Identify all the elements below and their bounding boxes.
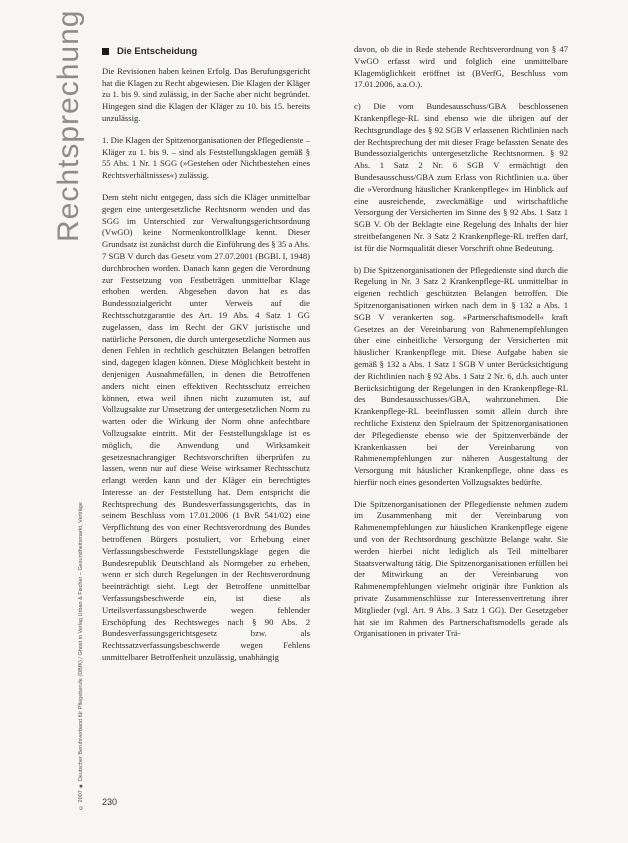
paragraph: b) Die Spitzenorganisationen der Pflegedienste sind durch die Regelung in Nr. 3 Satz 2 Krankenpflege-RL unmittelbar in eigenen rechtlich geschützten Belangen betroffen. Die Spitzenorganisationen wirken nach dem in § 132 a Abs. 1 SGB V verankerten sog. »Partnerschaftsmodell« kraft Gesetzes an der Vereinbarung von Rahmenempfehlungen über eine einheitliche Versorgung der Versicherten mit häuslicher Krankenpflege mit. Diese Aufgabe haben sie gemäß § 132 a Abs. 1 Satz 1 SGB V unter Berücksichtigung der Richtlinien nach § 92 Abs. 1 Satz 2 Nr. 6, d.h. auch unter Berücksichtigung der Regelungen in den Krankenpflege-RL des Bundesausschusses/GBA, wahrzunehmen. Die Krankenpflege-RL beeinflussen somit allein durch ihre rechtliche Existenz den Spielraum der Spitzenorganisationen der Pflegedienste ebenso wie der Spitzenverbände der Krankenkassen bei der Vereinbarung von Rahmenempfehlungen zur näheren Ausgestaltung der Versorgung mit häuslicher Krankenpflege, ohne dass es hierfür noch eines gesonderten Vollzugsaktes bedürfte. — [354, 264, 568, 487]
paragraph: Dem steht nicht entgegen, dass sich die Kläger unmittelbar gegen eine untergesetzliche Rechtsnorm wenden und das SGG im Unterschied zur Verwaltungsgerichtsordnung (VwGO) keine Normenkontrollklage kennt. Dieser Grundsatz ist zunächst durch die Einführung des § 35 a Abs. 7 SGB V durch das Gesetz vom 27.07.2001 (BGBl. I, 1948) durchbrochen worden. Danach kann gegen die Verordnung zur Festsetzung von Festbeträgen unmittelbar Klage erhoben werden. Abgesehen davon hat es das Bundessozialgericht unter Verweis auf die Rechtsschutzgarantie des Art. 19 Abs. 4 Satz 1 GG zugelassen, dass im Recht der GKV juristische und natürliche Personen, die durch untergesetzliche Normen aus denen Fehlen in rechtlich geschützten Belangen betroffen sind, dagegen klagen können. Diese Möglichkeit besteht in denjenigen Ausnahmefällen, in denen die Betroffenen anders nicht einen effektiven Rechtsschutz erreichen können, etwa weil ihnen nicht zuzumuten ist, auf Vollzugsakte zur Umsetzung der untergesetzlichen Norm zu warten oder die Wirkung der Norm ohne anfechtbare Vollzugsakte eintritt. Mit der Feststellungsklage ist es möglich, die Anwendung und Wirksamkeit gesetzesnachrangiger Rechtsvorschriften überprüfen zu lassen, wenn nur auf diese Weise wirksamer Rechtsschutz erlangt werden kann und der Kläger ein berechtigtes Interesse an der Feststellung hat. Dem entspricht die Rechtsprechung des Bundesverfassungsgerichts, das in seinem Beschluss vom 17.01.2006 (1 BvR 541/02) eine Verpflichtung des von einer Rechtsverordnung des Bundes betroffenen Bürgers postuliert, vor Erhebung einer Verfassungsbeschwerde Feststellungsklage gegen die Bundesrepublik Deutschland als Normgeber zu erheben, wenn er sich durch Regelungen in der Rechtsverordnung beeinträchtigt sieht. Legt der Betroffene unmittelbar Verfassungsbeschwerde ein, ist diese als Urteilsverfassungsbeschwerde wegen fehlender Erschöpfung des Rechtsweges nach § 90 Abs. 2 Bundesverfassungsgerichtsgesetz bzw. als Rechtssatzverfassungsbeschwerde wegen Fehlens unmittelbarer Betroffenheit unzulässig, unabhängig — [102, 191, 310, 663]
paragraph: 1. Die Klagen der Spitzenorganisationen der Pflegedienste – Kläger zu 1. bis 9. – sind als Feststellungsklagen gemäß § 55 Abs. 1 Nr. 1 SGG (»Gestehen oder Nichtbestehen eines Rechtsverhältnisses«) zulässig. — [102, 134, 310, 181]
section-heading-text: Die Entscheidung — [117, 46, 198, 57]
copyright-credit-vertical: © 2007 ■ Deutscher Berufsverband für Pflegeberufe (DBfK) / Ghost in Verlag Urban & Fischer – Gesundheitsmarkt, Verträge — [78, 502, 84, 810]
left-column — [102, 46, 310, 674]
section-heading — [102, 46, 310, 58]
right-column — [354, 44, 568, 650]
page-number: 230 — [102, 797, 118, 807]
paragraph: Die Revisionen haben keinen Erfolg. Das Berufungsgericht hat die Klagen zu Recht abgewiesen. Die Klagen der Kläger zu 1. bis 9. sind zulässig, in der Sache aber nicht begründet. Hingegen sind die Klagen der Kläger zu 10. bis 15. bereits unzulässig. — [102, 65, 310, 123]
paragraph: Die Spitzenorganisationen der Pflegedienste nehmen zudem im Zusammenhang mit der Vereinbarung von Rahmenempfehlungen zur häuslichen Krankenpflege eigene und von der Rechtsordnung geschützte Belange wahr. Sie werden hierbei nicht lediglich als Teil mittelbarer Staatsverwaltung tätig. Die Spitzenorganisationen erfüllen bei der Mitwirkung an der Vereinbarung von Rahmenempfehlungen vielmehr originär ihre Funktion als private Zusammenschlüsse zur Interessenvertretung ihrer Mitglieder (vgl. Art. 9 Abs. 3 Satz 1 GG). Der Gesetzgeber hat sie im Rahmen des Partnerschaftsmodells gerade als Organisationen in privater Trä- — [354, 498, 568, 639]
bullet-square-icon — [102, 48, 109, 55]
section-title-vertical: Rechtsprechung — [52, 9, 85, 242]
paragraph: davon, ob die in Rede stehende Rechtsverordnung von § 47 VwGO erfasst wird und folglich eine unmittelbare Klagemöglichkeit eröffnet ist (BVerfG, Beschluss vom 17.01.2006, a.a.O.). — [354, 44, 568, 90]
paragraph: c) Die vom Bundesausschuss/GBA beschlossenen Krankenpflege-RL sind ebenso wie die übrigen auf der Rechtsgrundlage des § 92 SGB V erlassenen Richtlinien nach der Rechtsprechung der mit dieser Frage befassten Senate des Bundessozialgerichts untergesetzliche Rechtsnormen. § 92 Abs. 1 Satz 2 Nr. 6 SGB V ermächtigt den Bundesausschuss/GBA zum Erlass von Richtlinien u.a. über die »Verordnung häuslicher Krankenpflege« im Hinblick auf eine ausreichende, zweckmäßige und wirtschaftliche Versorgung der Versicherten im Sinne des § 92 Abs. 1 Satz 1 SGB V. Ob der Beklagte eine Regelung des Inhalts der hier streitbefangenen Nr. 3 Satz 2 Krankenpflege-RL treffen darf, ist für die Normqualität dieser Vorschrift ohne Bedeutung. — [354, 101, 568, 253]
